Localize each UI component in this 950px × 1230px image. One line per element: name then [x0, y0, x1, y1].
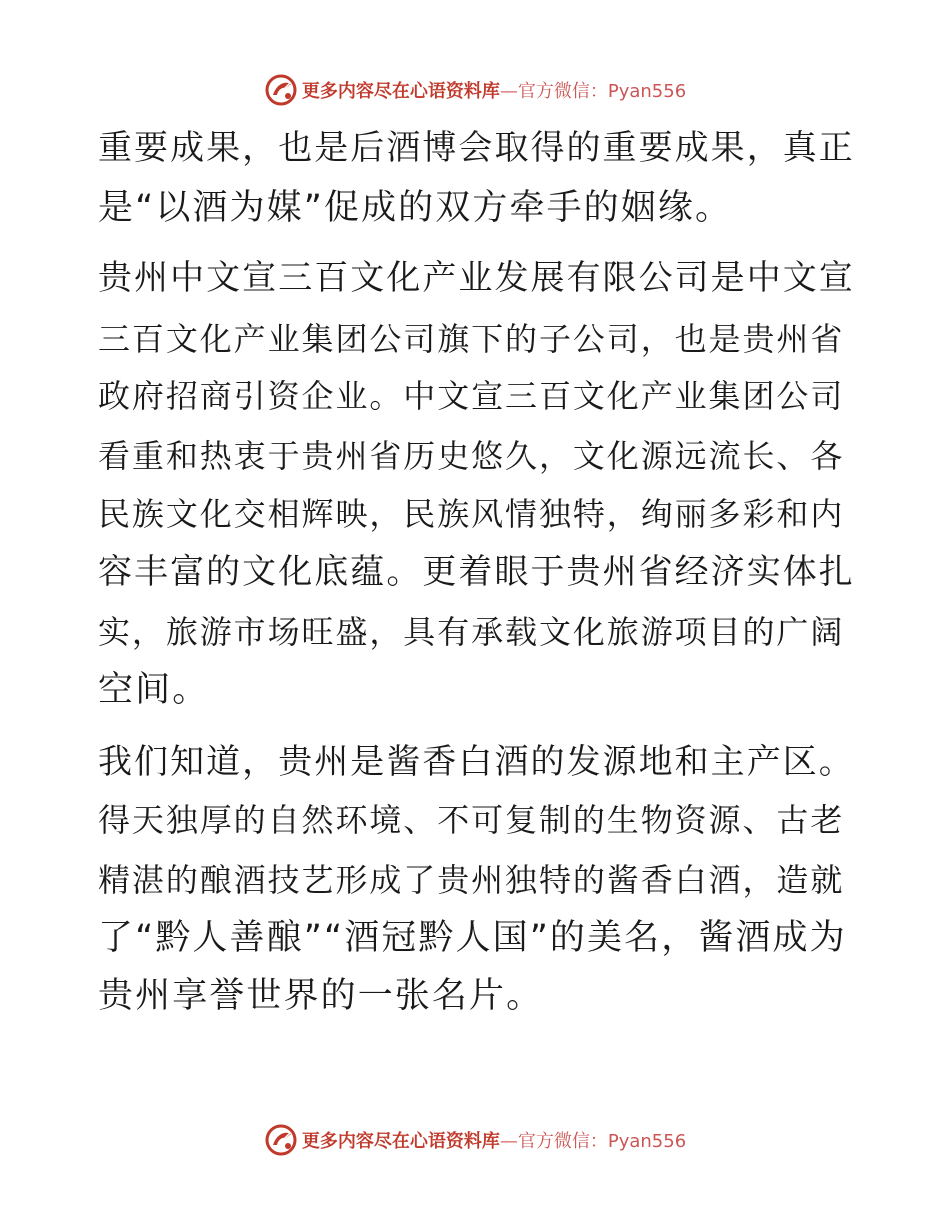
banner-wechat-account: Pyan556 — [607, 1131, 687, 1152]
banner-text — [302, 77, 686, 103]
text-line: 贵州享誉世界的一张名片。 — [98, 976, 544, 1016]
text-line: 实，旅游市场旺盛，具有承载文化旅游项目的广阔 — [98, 613, 845, 651]
banner-wechat-account: Pyan556 — [607, 81, 687, 102]
text-line: 了“黔人善酿”“酒冠黔人国”的美名，酱酒成为 — [98, 918, 847, 958]
footer-banner — [0, 1122, 950, 1158]
text-line: 精湛的酿酒技艺形成了贵州独特的酱香白酒，造就 — [98, 861, 845, 899]
header-banner — [0, 72, 950, 108]
text-line: 空间。 — [98, 670, 210, 710]
text-line: 看重和热衷于贵州省历史悠久，文化源远流长、各 — [98, 437, 845, 475]
text-line: 我们知道，贵州是酱香白酒的发源地和主产区。 — [98, 742, 855, 782]
banner-dash: — — [499, 81, 518, 102]
text-line: 容丰富的文化底蕴。更着眼于贵州省经济实体扎 — [98, 552, 855, 592]
banner-text — [302, 1127, 686, 1153]
text-line: 得天独厚的自然环境、不可复制的生物资源、古老 — [98, 801, 845, 839]
banner-wechat-label: 官方微信： — [517, 1131, 608, 1152]
text-line: 政府招商引资企业。中文宣三百文化产业集团公司 — [98, 377, 845, 415]
text-line: 民族文化交相辉映，民族风情独特，绚丽多彩和内 — [98, 495, 845, 533]
banner-strong-text: 更多内容尽在心语资料库 — [301, 81, 500, 102]
text-line: 贵州中文宣三百文化产业发展有限公司是中文宣 — [98, 258, 855, 298]
banner-dash: — — [499, 1131, 518, 1152]
brand-logo-icon — [264, 73, 298, 107]
text-line: 三百文化产业集团公司旗下的子公司，也是贵州省 — [98, 320, 845, 358]
brand-logo-icon — [264, 1123, 298, 1157]
banner-wechat-label: 官方微信： — [517, 81, 608, 102]
banner-strong-text: 更多内容尽在心语资料库 — [301, 1131, 500, 1152]
text-line: 重要成果，也是后酒博会取得的重要成果，真正 — [98, 128, 855, 168]
text-line: 是“以酒为媒”促成的双方牵手的姻缘。 — [98, 188, 733, 228]
